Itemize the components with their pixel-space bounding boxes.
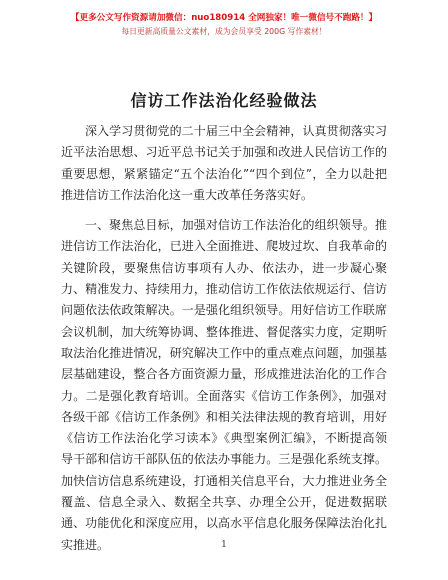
promo-banner xyxy=(0,12,448,38)
text-line: 进信访工作法治化，已进入全面推进、爬坡过坎、自我革命的 xyxy=(61,239,387,254)
text-line: 层基础建设，整合各方面资源力量，形成推进法治化的工作合 xyxy=(61,367,387,382)
text-line: 取法治化推进情况，研究解决工作中的重点难点问题，加强基 xyxy=(61,345,387,360)
text-line: 近平法治思想、习近平总书记关于加强和改进人民信访工作的 xyxy=(61,145,387,160)
text-line: 会议机制，加大统筹协调、整体推进、督促落实力度，定期听 xyxy=(61,324,387,339)
text-line: 重要思想，紧紧锚定“五个法治化”“四个到位”，全力以赴把 xyxy=(61,166,387,181)
text-line: 力、精准发力、持续用力，推动信访工作依法依规运行、信访 xyxy=(61,282,387,297)
text-line: 实推进。 xyxy=(61,537,110,552)
text-line: 问题依法依政策解决。一是强化组织领导。用好信访工作联席 xyxy=(61,303,387,318)
text-line: 各级干部《信访工作条例》和相关法律法规的教育培训，用好 xyxy=(61,409,387,424)
text-line: 一、聚焦总目标，加强对信访工作法治化的组织领导。推 xyxy=(85,218,387,233)
banner-promo-line: 每日更新高质量公文素材，成为会员享受 200G 写作素材！ xyxy=(121,27,327,36)
text-line: 通、功能优化和深度应用，以高水平信息化服务保障法治化扎 xyxy=(61,516,387,531)
text-line: 覆盖、信息全录入、数据全共享、办理全公开，促进数据联 xyxy=(61,495,387,510)
document-body xyxy=(61,121,387,556)
text-line: 深入学习贯彻党的二十届三中全会精神，认真贯彻落实习 xyxy=(85,124,387,138)
text-line: 导干部和信访干部队伍的依法办事能力。三是强化系统支撑。 xyxy=(61,452,387,467)
banner-contact-line: 【更多公文写作资源请加微信：nuo180914 全网独家！唯一微信号不跑路！】 xyxy=(70,13,378,23)
text-line: 加快信访信息系统建设，打通相关信息平台，大力推进业务全 xyxy=(61,473,387,488)
text-line: 《信访工作法治化学习读本》《典型案例汇编》，不断提高领 xyxy=(61,431,387,446)
document-title: 信访工作法治化经验做法 xyxy=(130,91,318,110)
text-line: 关键阶段，要聚焦信访事项有人办、依法办，进一步凝心聚 xyxy=(61,260,387,275)
paragraph-intro xyxy=(61,121,387,206)
paragraph-section-one xyxy=(61,215,387,556)
text-line: 推进信访工作法治化这一重大改革任务落实好。 xyxy=(61,187,314,202)
page-number: 1 xyxy=(221,540,227,550)
text-line: 力。二是强化教育培训。全面落实《信访工作条例》，加强对 xyxy=(61,388,387,403)
